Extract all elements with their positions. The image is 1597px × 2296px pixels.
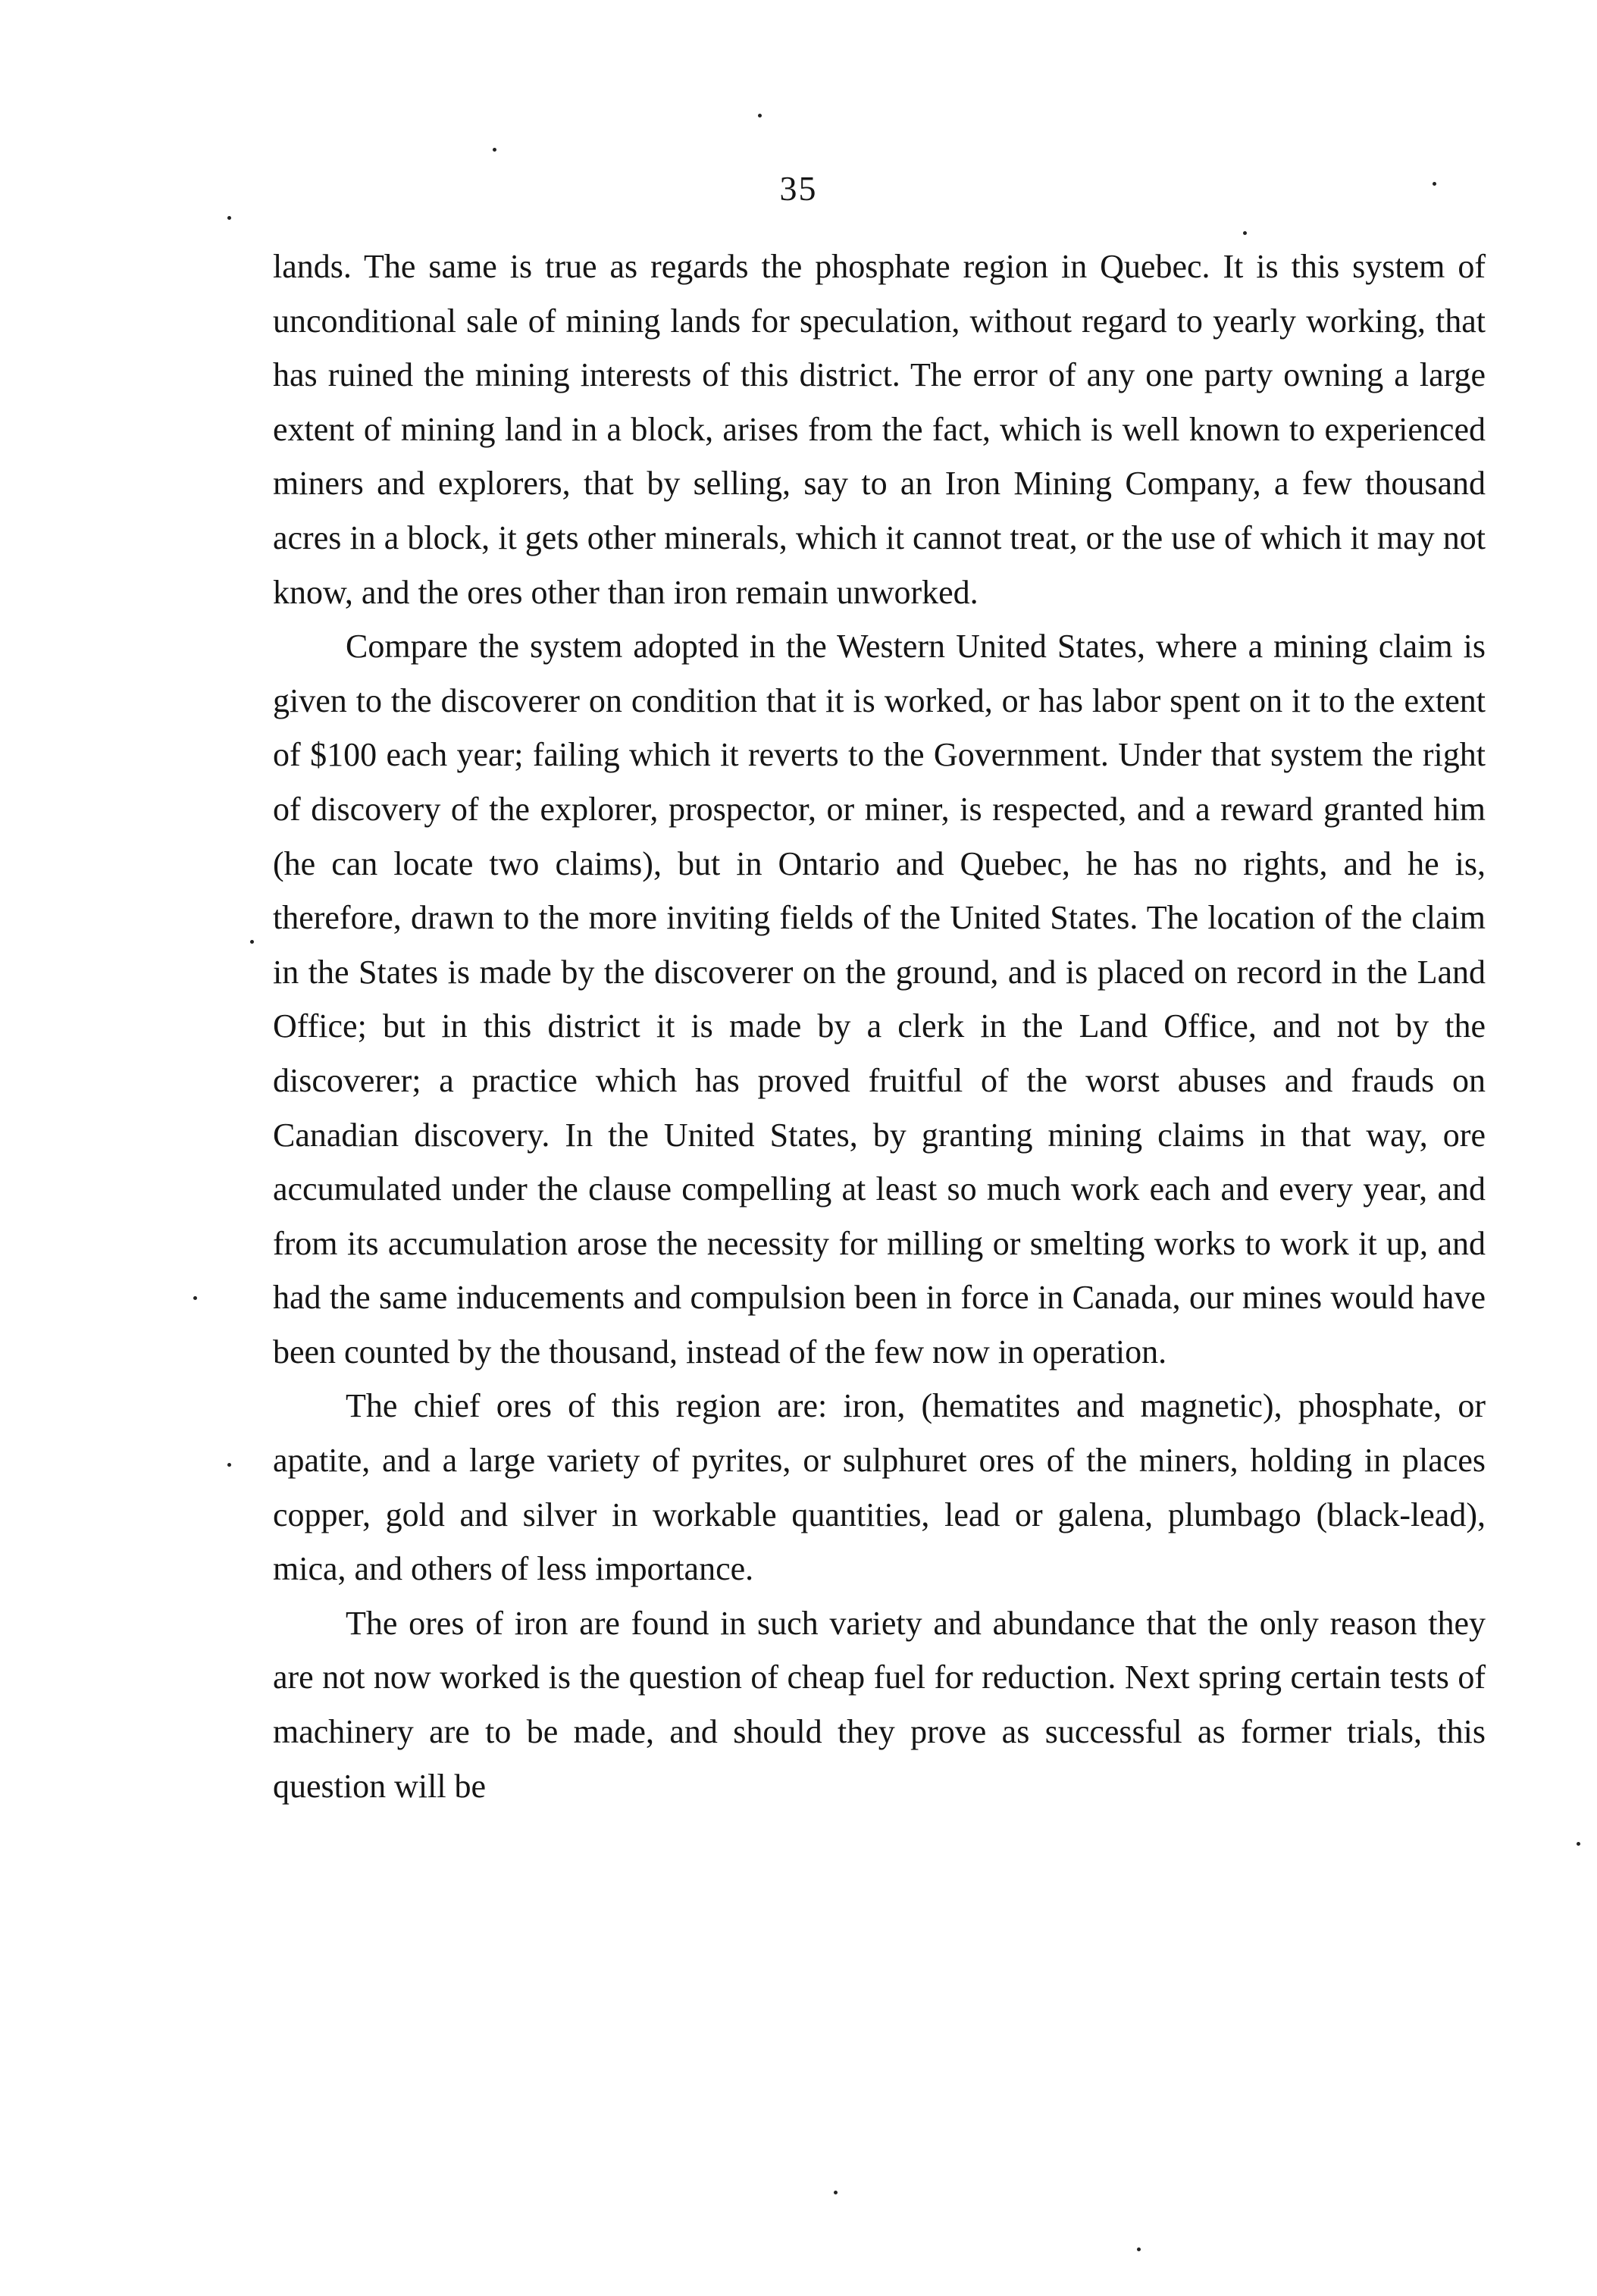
scan-speck xyxy=(250,940,254,944)
scan-speck xyxy=(1577,1842,1580,1846)
paragraph-1: lands. The same is true as regards the phosphate region in Quebec. It is this system of unconditional sale of mining lands for speculation, without regard to yearly working, that has ruined the mining interests of this district. The error of any one party owning a large extent of mining land in a block, arises from the fact, which is well known to experienced miners and explorers, that by selling, say to an Iron Mining Company, a few thousand acres in a block, it gets other minerals, which it cannot treat, or the use of which it may not know, and the ores other than iron remain unworked. xyxy=(273,248,1486,611)
scan-speck xyxy=(193,1296,197,1300)
scan-speck xyxy=(227,216,231,220)
paragraph-2: Compare the system adopted in the Western United States, where a mining claim is given to the discoverer on condition that it is worked, or has labor spent on it to the extent of $100 each year; failing which it reverts to the Government. Under that system the right of discovery of the explorer, prospector, or miner, is respected, and a reward granted him (he can locate two claims), but in Ontario and Quebec, he has no rights, and he is, therefore, drawn to the more inviting fields of the United States. The location of the claim in the States is made by the discoverer on the ground, and is placed on record in the Land Office; but in this district it is made by a clerk in the Land Office, and not by the discoverer; a practice which has proved fruitful of the worst abuses and frauds on Canadian discovery. In the United States, by granting mining claims in that way, ore accumulated under the clause compelling at least so much work each and every year, and from its accumulation arose the necessity for milling or smelting works to work it up, and had the same inducements and compulsion been in force in Canada, our mines would have been counted by the thousand, instead of the few now in operation. xyxy=(273,628,1486,1370)
scan-speck xyxy=(1433,182,1436,186)
scan-speck xyxy=(1243,231,1247,235)
scan-speck xyxy=(493,148,496,152)
page-number: 35 xyxy=(779,169,818,208)
scan-speck xyxy=(758,114,762,117)
scan-speck xyxy=(1137,2247,1141,2251)
scan-speck xyxy=(834,2191,838,2194)
body-text xyxy=(273,240,1486,1813)
scan-speck xyxy=(227,1463,231,1467)
paragraph-4: The ores of iron are found in such variety and abundance that the only reason they are not now worked is the question of cheap fuel for reduction. Next spring certain tests of machinery are to be made, and should they prove as successful as former trials, this question will be xyxy=(273,1604,1486,1805)
paragraph-3: The chief ores of this region are: iron, (hematites and magnetic), phosphate, or apatite, and a large variety of pyrites, or sulphuret ores of the miners, holding in places copper, gold and silver in workable quantities, lead or galena, plumbago (black-lead), mica, and others of less importance. xyxy=(273,1387,1486,1588)
